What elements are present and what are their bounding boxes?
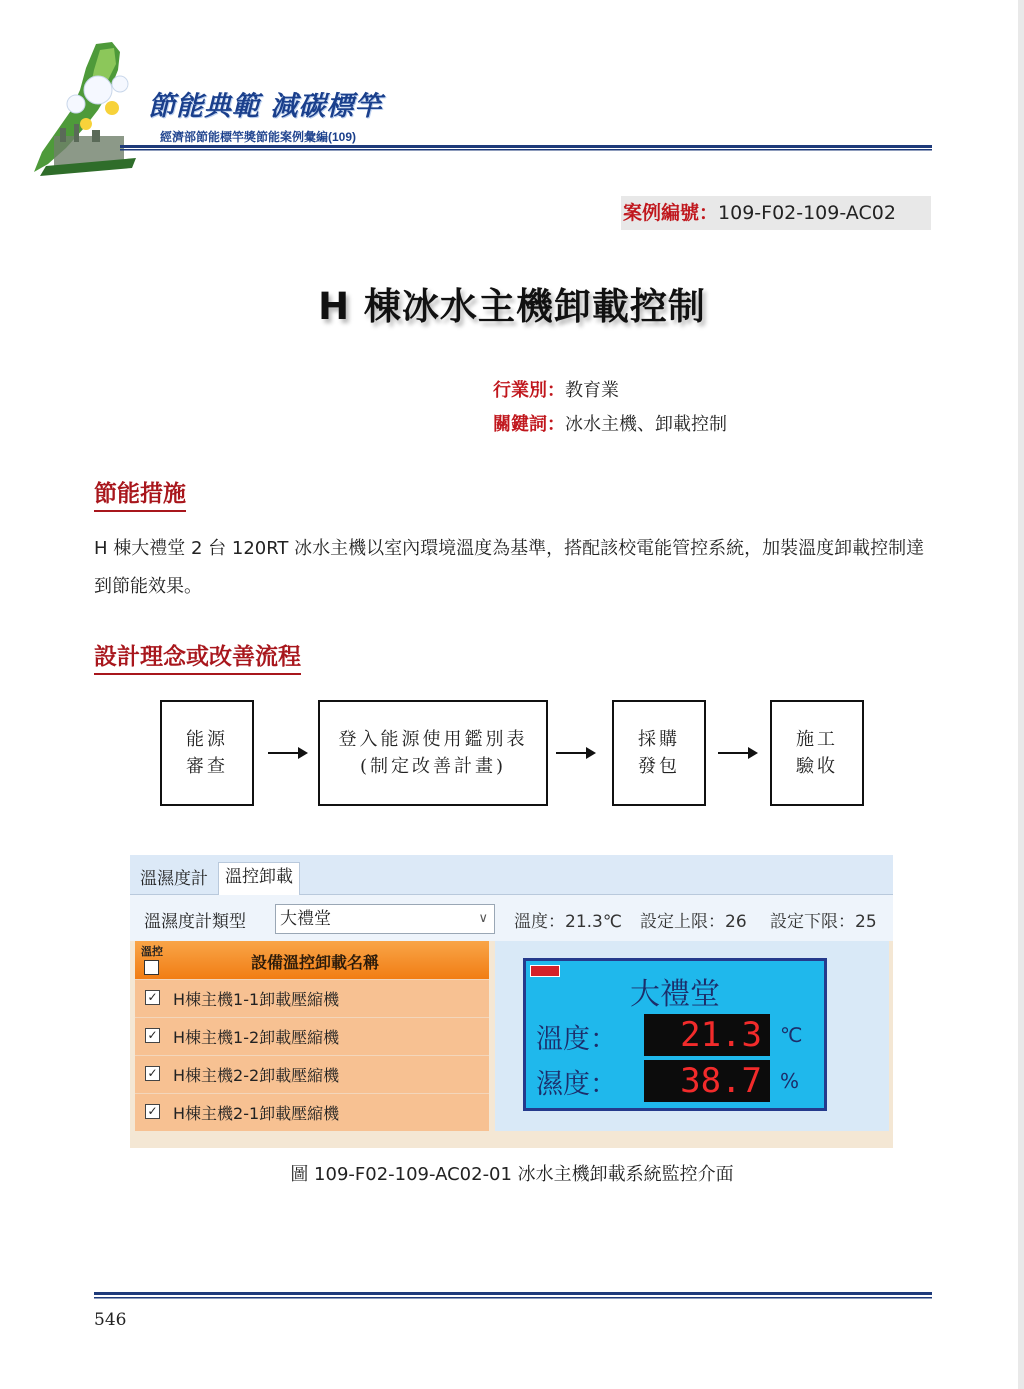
industry-label: 行業別： — [493, 380, 565, 401]
page-title: H 棟冰水主機卸載控制 — [318, 285, 706, 328]
sensor-type-value: 大禮堂 — [280, 909, 331, 929]
flow-step-text: 驗收 — [796, 756, 838, 777]
humidity-unit: % — [780, 1069, 800, 1093]
temperature-label: 溫度： — [536, 1024, 617, 1055]
table-row — [135, 1017, 489, 1053]
case-number-label: 案例編號： — [623, 202, 719, 224]
sensor-type-label: 溫濕度計類型 — [144, 912, 246, 932]
measures-text: H 棟大禮堂 2 台 120RT 冰水主機以室內環境溫度為基準，搭配該校電能管控系統，加裝溫度卸載控制達到節能效果。 — [94, 538, 925, 597]
flow-step-text: 能源 — [186, 729, 228, 750]
sensor-type-select[interactable] — [275, 904, 495, 934]
row-checkbox[interactable]: ✓ — [145, 1028, 160, 1043]
temperature-unit: ℃ — [780, 1023, 803, 1047]
monitor-toolbar — [130, 895, 893, 941]
monitor-interface — [130, 855, 893, 1148]
footer-rule — [94, 1292, 932, 1302]
industry-value: 教育業 — [565, 380, 619, 401]
flow-step-text: 審查 — [186, 756, 228, 777]
flow-arrow-icon — [556, 752, 594, 754]
humidity-label: 濕度： — [536, 1069, 617, 1100]
device-name: H棟主機2-1卸載壓縮機 — [173, 1104, 340, 1123]
flow-step-text: 施工 — [796, 729, 838, 750]
chevron-down-icon: ∨ — [478, 911, 488, 926]
humidity-value: 38.7 — [644, 1060, 770, 1102]
device-name: H棟主機2-2卸載壓縮機 — [173, 1066, 340, 1085]
header-rule — [120, 145, 932, 153]
flow-step-procurement — [612, 700, 706, 806]
keywords-line — [493, 410, 727, 436]
device-name-column-header: 設備溫控卸載名稱 — [251, 953, 380, 972]
flow-arrow-icon — [268, 752, 306, 754]
device-name: H棟主機1-2卸載壓縮機 — [173, 1028, 340, 1047]
temperature-readout: 溫度：21.3℃ — [514, 912, 622, 932]
temp-control-column-label: 溫控 — [141, 945, 163, 958]
sensor-display-panel — [495, 941, 889, 1131]
flow-step-construction — [770, 700, 864, 806]
header-subtitle: 經濟部節能標竿獎節能案例彙編(109) — [160, 130, 357, 144]
row-checkbox[interactable]: ✓ — [145, 990, 160, 1005]
display-location-title: 大禮堂 — [630, 977, 720, 1012]
tab-strip — [130, 855, 893, 895]
flow-step-identification — [318, 700, 548, 806]
table-row — [135, 1055, 489, 1091]
header-title: 節能典範 減碳標竿 — [148, 91, 383, 122]
flow-step-text: (制定改善計畫) — [359, 756, 507, 777]
flow-arrow-icon — [718, 752, 756, 754]
device-name: H棟主機1-1卸載壓縮機 — [173, 990, 340, 1009]
design-heading: 設計理念或改善流程 — [94, 638, 301, 675]
row-checkbox[interactable]: ✓ — [145, 1104, 160, 1119]
temperature-value: 21.3 — [644, 1014, 770, 1056]
keywords-value: 冰水主機、卸載控制 — [565, 414, 727, 435]
table-header — [135, 941, 489, 979]
keywords-label: 關鍵詞： — [493, 414, 565, 435]
figure-caption: 圖 109-F02-109-AC02-01 冰水主機卸載系統監控介面 — [290, 1164, 734, 1185]
industry-line — [493, 376, 619, 402]
table-row — [135, 979, 489, 1015]
tab-temp-control-unload[interactable]: 溫控卸載 — [218, 862, 300, 896]
flow-step-text: 採購 — [638, 729, 680, 750]
measures-heading: 節能措施 — [94, 475, 186, 512]
case-number-value: 109-F02-109-AC02 — [718, 202, 896, 224]
sensor-display — [523, 958, 827, 1111]
tab-thermo-hygrometer[interactable]: 溫濕度計 — [140, 869, 208, 889]
flow-step-text: 登入能源使用鑑別表 — [338, 729, 528, 750]
page-number: 546 — [94, 1310, 127, 1330]
lower-limit-readout: 設定下限：25 — [770, 912, 877, 932]
taiwan-dandelion-logo — [26, 40, 156, 180]
row-checkbox[interactable]: ✓ — [145, 1066, 160, 1081]
upper-limit-readout: 設定上限：26 — [640, 912, 747, 932]
case-number — [621, 196, 931, 230]
flow-step-text: 發包 — [638, 756, 680, 777]
unload-device-table — [135, 941, 489, 1131]
flow-step-energy-audit — [160, 700, 254, 806]
table-row — [135, 1093, 489, 1129]
select-all-checkbox[interactable] — [144, 960, 159, 975]
